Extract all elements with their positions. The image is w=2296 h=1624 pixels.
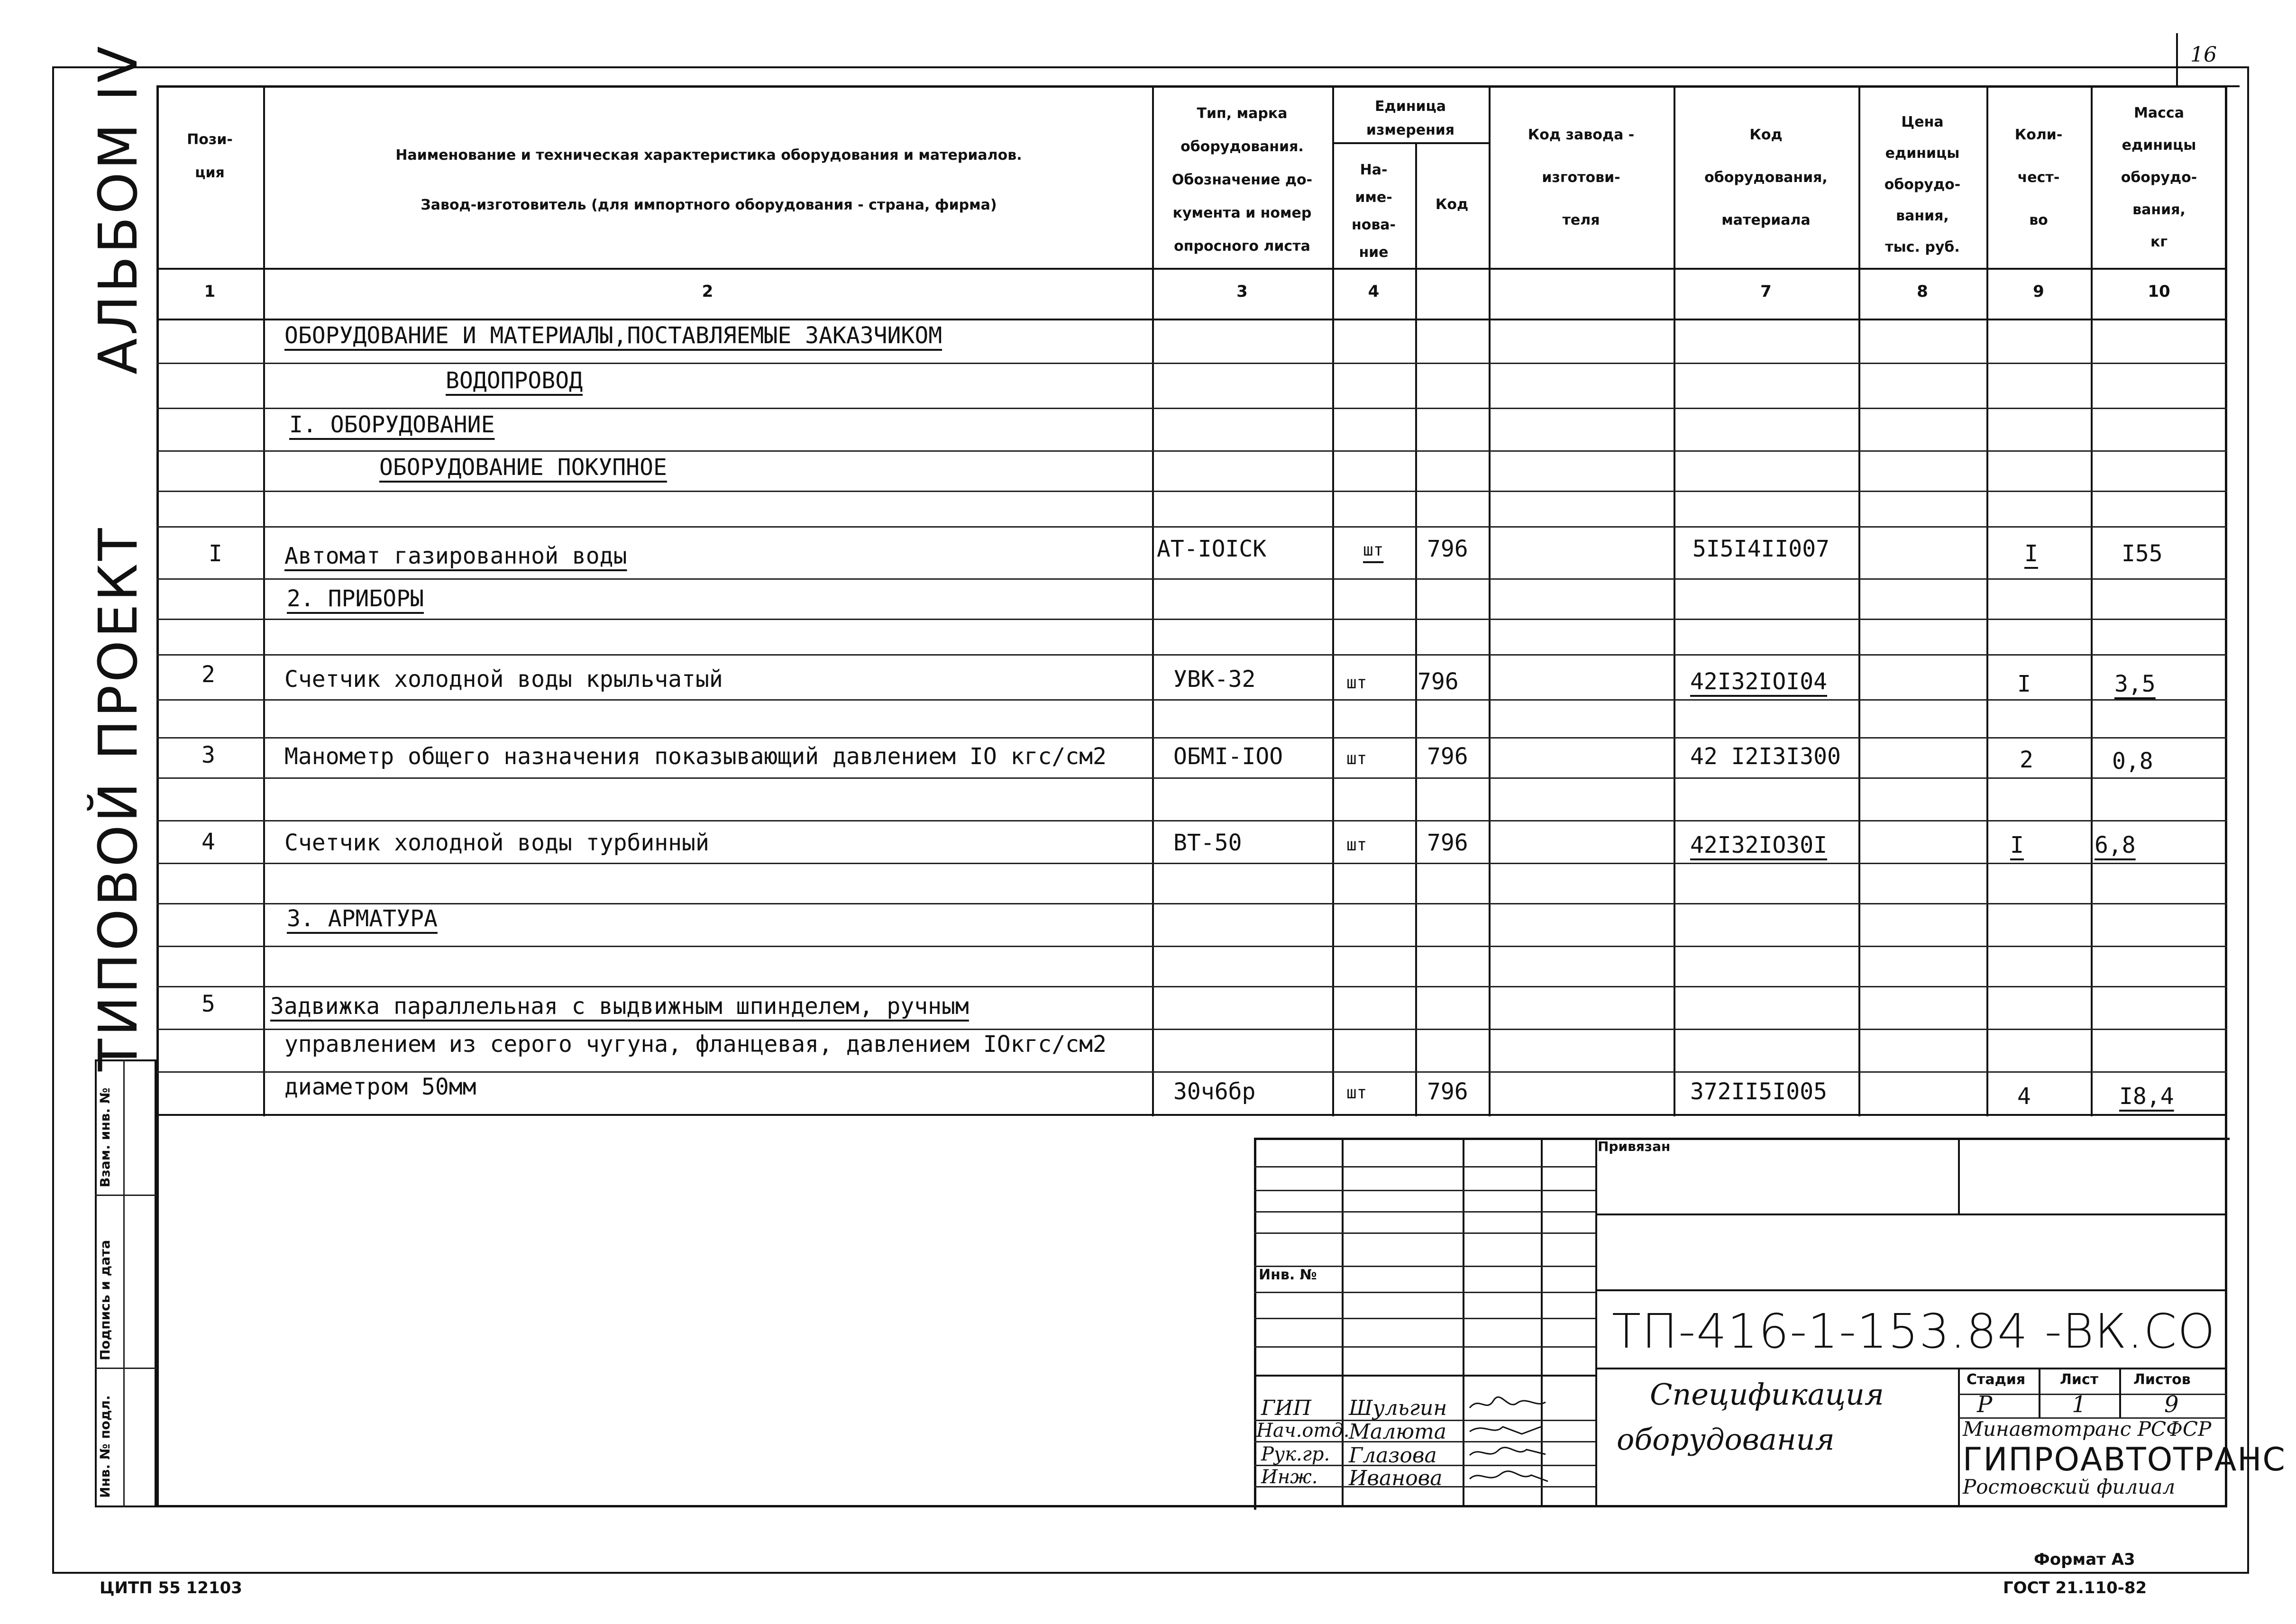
role-gip: ГИП — [1261, 1396, 1311, 1420]
org-branch: Ростовский филиал — [1963, 1475, 2176, 1498]
row-4-code: 796 — [1427, 830, 1468, 856]
sheet-header: Лист — [2060, 1371, 2099, 1388]
row-3-type: ОБМI-IOO — [1173, 743, 1283, 770]
gost-label: ГОСТ 21.110-82 — [2003, 1578, 2147, 1597]
colnum-9: 9 — [2033, 282, 2044, 301]
section-2-title: 2. ПРИБОРЫ — [287, 585, 424, 612]
row-2-type: УВК-32 — [1173, 666, 1256, 693]
sheet-corner-number: 16 — [2190, 43, 2217, 67]
doc-title-line2: оборудования — [1617, 1422, 1835, 1457]
row-4-mat-code: 42I32IO30I — [1690, 832, 1827, 858]
header-name: Наименование и техническая характеристика оборудования и материалов. Завод-изготовитель (для импортного оборудования - страна, фирма) — [395, 147, 1022, 213]
row-3-unit: шт — [1346, 749, 1367, 768]
section-1-subtitle: ОБОРУДОВАНИЕ ПОКУПНОЕ — [379, 454, 667, 481]
row-3-mat-code: 42 I2I3I300 — [1690, 743, 1841, 770]
header-mass: Масса единицы оборудо- вания, кг — [2121, 105, 2197, 250]
doc-code: ТП-416-1-153.84 -ВК.СО — [1612, 1304, 2216, 1359]
row-2-code: 796 — [1418, 668, 1459, 695]
strip-label-sign: Подпись и дата — [97, 1240, 113, 1360]
stamp-inv-label: Инв. № — [1259, 1267, 1317, 1283]
album-label: АЛЬБОМ IV — [88, 43, 149, 374]
section-main-title: ОБОРУДОВАНИЕ И МАТЕРИАЛЫ,ПОСТАВЛЯЕМЫЕ ЗАКАЗЧИКОМ — [284, 322, 942, 349]
header-maker-code: Код завода - изготови- теля — [1528, 127, 1635, 228]
strip-label-inv: Инв. № подл. — [97, 1395, 113, 1498]
header-position: Пози- ция — [187, 131, 233, 181]
sheets-header: Листов — [2133, 1371, 2191, 1388]
row-2-mat-code: 42I32IOI04 — [1690, 668, 1827, 695]
section-1-title: I. ОБОРУДОВАНИЕ — [289, 411, 495, 438]
colnum-4: 4 — [1368, 282, 1380, 301]
row-1-name: Автомат газированной воды — [284, 543, 627, 569]
row-4-qty: I — [2010, 832, 2024, 858]
bottom-left-code: ЦИТП 55 12103 — [100, 1578, 242, 1597]
row-4-name: Счетчик холодной воды турбинный — [284, 830, 709, 856]
name-3: Глазова — [1349, 1443, 1437, 1468]
row-4-unit: шт — [1346, 835, 1367, 855]
row-4-mass: 6,8 — [2095, 832, 2136, 858]
org-ministry: Минавтотранс РСФСР — [1963, 1417, 2212, 1441]
sheets-value: 9 — [2164, 1391, 2179, 1418]
row-5-pos: 5 — [201, 991, 215, 1017]
strip-label-replace: Взам. инв. № — [97, 1087, 113, 1187]
colnum-3: 3 — [1236, 282, 1248, 301]
header-type: Тип, марка оборудования. Обозначение до- кумента и номер опросного листа — [1171, 105, 1313, 255]
row-1-mass: I55 — [2122, 540, 2163, 567]
colnum-10: 10 — [2148, 282, 2170, 301]
role-eng: Инж. — [1261, 1466, 1318, 1488]
header-unit-group: Единица измерения — [1366, 98, 1455, 138]
org-name: ГИПРОАВТОТРАНС — [1963, 1441, 2286, 1478]
role-head: Нач.отд. — [1256, 1420, 1350, 1442]
row-1-qty: I — [2024, 540, 2038, 567]
row-3-name: Манометр общего назначения показывающий давлением IO кгс/см2 — [284, 743, 1107, 770]
row-5-name-line3: диаметром 50мм — [284, 1074, 476, 1100]
section-subtitle: ВОДОПРОВОД — [446, 367, 583, 394]
header-unit-name: На- име- нова- ние — [1351, 162, 1396, 261]
colnum-8: 8 — [1917, 282, 1928, 301]
row-1-unit: шт — [1363, 540, 1384, 560]
row-5-name-line2: управлением из серого чугуна, фланцевая, давлением IOкгс/см2 — [284, 1031, 1107, 1058]
colnum-1: 1 — [204, 282, 216, 301]
signatures — [1465, 1394, 1593, 1488]
row-3-pos: 3 — [201, 742, 215, 768]
colnum-2: 2 — [702, 282, 713, 301]
row-2-mass: 3,5 — [2114, 671, 2156, 697]
row-3-mass: 0,8 — [2112, 748, 2153, 775]
name-1: Шульгин — [1349, 1396, 1447, 1420]
stage-header: Стадия — [1967, 1371, 2026, 1388]
colnum-7: 7 — [1760, 282, 1772, 301]
stamp-attached-label: Привязан — [1598, 1139, 1671, 1154]
row-3-qty: 2 — [2020, 747, 2033, 773]
row-5-type: 30ч6бр — [1173, 1078, 1256, 1105]
header-quantity: Коли- чест- во — [2014, 127, 2063, 228]
project-label: ТИПОВОЙ ПРОЕКТ — [88, 525, 149, 1071]
row-5-unit: шт — [1346, 1083, 1367, 1103]
format-label: Формат А3 — [2034, 1550, 2135, 1569]
row-2-unit: шт — [1346, 673, 1367, 693]
row-1-mat-code: 5I5I4II007 — [1692, 536, 1829, 562]
row-1-type: АТ-IOICK — [1157, 536, 1267, 562]
name-4: Иванова — [1349, 1466, 1443, 1490]
row-3-code: 796 — [1427, 743, 1468, 770]
row-2-qty: I — [2017, 671, 2031, 697]
header-price: Цена единицы оборудо- вания, тыс. руб. — [1884, 114, 1961, 255]
header-material-code: Код оборудования, материала — [1704, 127, 1828, 228]
section-3-title: 3. АРМАТУРА — [287, 905, 438, 932]
row-5-qty: 4 — [2017, 1083, 2031, 1110]
name-2: Малюта — [1349, 1420, 1446, 1444]
doc-title-line1: Спецификация — [1650, 1377, 1884, 1412]
row-2-pos: 2 — [201, 661, 215, 688]
role-group: Рук.гр. — [1261, 1443, 1330, 1465]
sheet-value: 1 — [2072, 1391, 2086, 1418]
row-4-type: ВТ-50 — [1173, 830, 1242, 856]
row-4-pos: 4 — [201, 829, 215, 855]
row-5-mat-code: 372II5I005 — [1690, 1078, 1827, 1105]
row-1-code: 796 — [1427, 536, 1468, 562]
stage-value: Р — [1977, 1391, 1993, 1418]
row-5-mass: I8,4 — [2119, 1083, 2174, 1110]
row-2-name: Счетчик холодной воды крыльчатый — [284, 666, 723, 693]
row-1-pos: I — [209, 540, 222, 567]
row-5-name-line1: Задвижка параллельная с выдвижным шпинделем, ручным — [270, 993, 969, 1020]
row-5-code: 796 — [1427, 1078, 1468, 1105]
header-unit-code: Код — [1435, 196, 1469, 213]
